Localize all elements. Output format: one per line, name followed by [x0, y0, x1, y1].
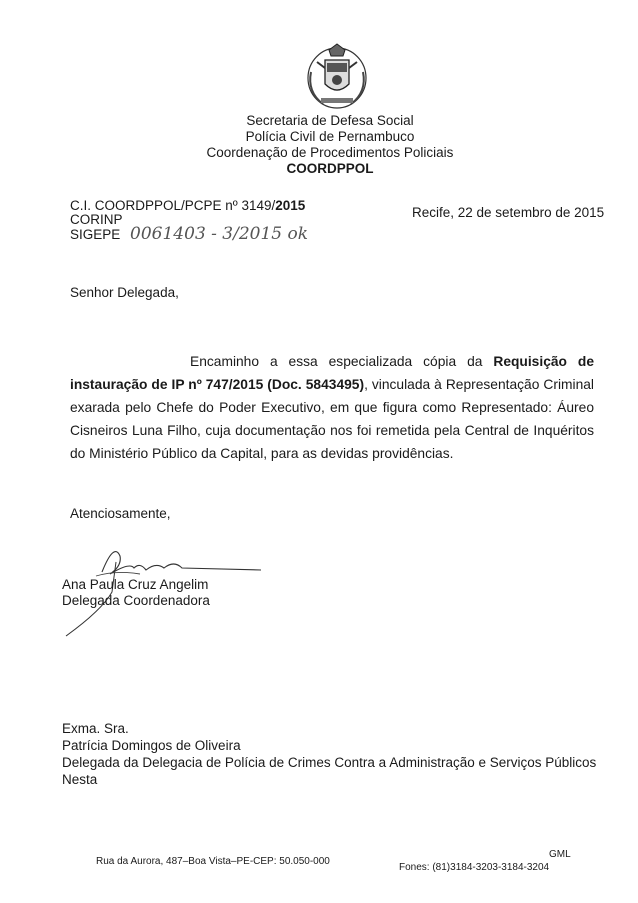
coat-of-arms-icon	[305, 42, 369, 110]
body-rest: , vinculada à Representação Criminal exarada pelo Chefe do Poder Executivo, em que figura como Representado: Áureo Cisneiros Luna Filho, cuja documentação nos foi remetida pela Central de Inquéritos do Ministério Público da Capital, para as devidas providências.	[70, 377, 594, 461]
salutation: Senhor Delegada,	[70, 285, 179, 300]
recipient-greeting: Exma. Sra.	[62, 721, 129, 736]
footer-phones: Fones: (81)3184-3203-3184-3204	[399, 862, 550, 873]
ci-year: 2015	[275, 198, 306, 213]
body-paragraph	[70, 350, 594, 465]
ci-prefix: C.I. COORDPPOL/PCPE nº 3149/	[70, 198, 276, 213]
sigepe-line	[70, 226, 308, 243]
signatory-name: Ana Paula Cruz Angelim	[62, 577, 209, 592]
signatory-role: Delegada Coordenadora	[62, 593, 210, 608]
header-line-secretaria: Secretaria de Defesa Social	[246, 113, 414, 128]
header-line-policia: Polícia Civil de Pernambuco	[245, 129, 415, 144]
header-line-coordppol: COORDPPOL	[286, 161, 374, 176]
corinp-label: CORINP	[70, 212, 123, 227]
body-intro: Encaminho a essa especializada cópia da	[190, 354, 494, 369]
closing: Atenciosamente,	[70, 506, 171, 521]
body-requisicao-bold: Requisição de instauração de IP nº 747/2015 (Doc. 5843495)	[70, 354, 594, 392]
sigepe-label: SIGEPE	[70, 227, 121, 242]
recipient-role: Delegada da Delegacia de Polícia de Crimes Contra a Administração e Serviços Públicos	[62, 755, 597, 770]
footer-initials: GML	[549, 849, 571, 860]
document-date: Recife, 22 de setembro de 2015	[412, 205, 605, 220]
sigepe-handwritten-number: 0061403 - 3/2015 ok	[130, 224, 309, 244]
footer-address: Rua da Aurora, 487–Boa Vista–PE-CEP: 50.050-000	[96, 856, 330, 867]
recipient-place: Nesta	[62, 772, 98, 787]
recipient-name: Patrícia Domingos de Oliveira	[62, 738, 241, 753]
header-line-coordenacao: Coordenação de Procedimentos Policiais	[206, 145, 454, 160]
